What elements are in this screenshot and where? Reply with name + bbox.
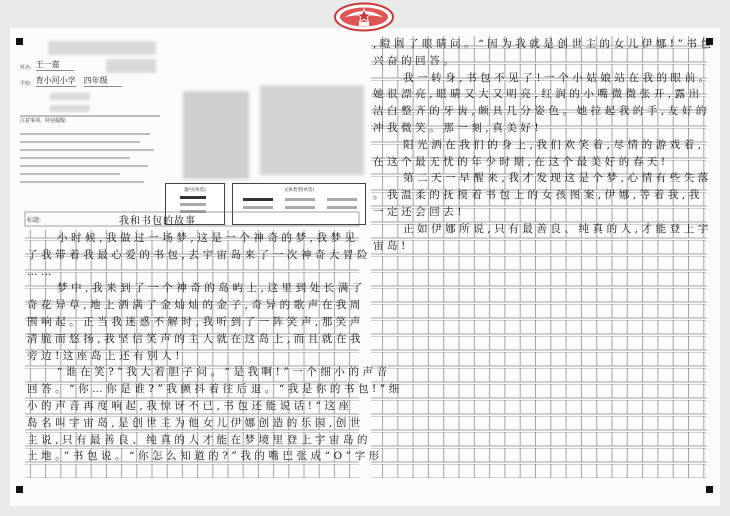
essay-line: 在这个最无忧的年少时期,在这个最美好的春天! [373,155,669,168]
essay-line: 主说,只有最善良、纯真的人才能在梦境里登上宇宙岛的 [27,433,372,446]
essay-line: 小的声音再度响起,我惊讶不已,书包还能说话!“这座 [27,400,353,412]
essay-line: 梦中,我来到了一个神奇的岛屿上,这里到处长满了 [57,282,366,295]
essay-line: 清脆而悠扬,我坚信笑声的主人就在这岛上,而且就在我 [27,332,364,345]
essay-line: 小时候,我做过一场梦,这是一个神奇的梦,我梦见 [57,232,359,244]
essay-line: 她很漂亮,眼睛又大又明亮,红润的小嘴微微张开,露出 [373,88,703,101]
essay-line: 回答。“你…你是谁?”我颤抖着往后退。“我是你的书包!”细 [27,383,403,396]
school-value: 育小河小学 [35,76,76,85]
name-value: 王一嘉 [36,59,74,71]
genre-select-title: 文体类型(单选) [283,188,315,193]
name-label: 姓名: [20,65,32,71]
school-label: 学校: [20,81,32,87]
essay-line: 。我温柔的抚摸着书包上的女孩图案,伊娜,等着我,我 [373,189,703,202]
essay-line: 奇花异草,地上洒满了金灿灿的金子,奇异的歌声在我周 [27,299,364,312]
essay-title: 我和书包的故事 [119,216,196,227]
essay-title-row [27,212,357,228]
essay-line: 土地。”书包说。“你怎么知道的?”我的嘴巴张成“O”字形 [27,450,383,463]
essay-line: 一定还会回去! [373,206,466,218]
essay-line: ,瞪圆了眼睛问。“因为我就是创世主的女儿伊娜!”书包 [373,38,715,50]
essay-line: 洁白整齐的牙齿,颇具几分姿色。她拉起我的手,友好的 [373,105,710,118]
essay-line: 冲我微笑。那一刻,真美好! [373,122,543,134]
essay-line: 岛名叫宇宙岛,是创世主为他女儿伊娜创造的乐园,创世 [27,416,364,429]
essay-line: 阳光洒在我们的身上,我们欢笑着,尽情的游戏着, [403,138,705,151]
essay-line: “谁在笑?”我大着胆子问。“是我啊!”一个细小的声音 [57,366,391,379]
essay-line: 正如伊娜所说,只有最善良、纯真的人,才能登上宇 [403,222,712,235]
essay-line: 旁边!这座岛上还有别人! [27,349,184,362]
essay-line: 宙岛! [373,239,409,252]
essay-line: 围响起。正当我迷惑不解时,我听到了一阵笑声,那笑声 [27,316,364,328]
title-label: 标题: [27,217,42,224]
grade-value: 四年级 [84,75,122,87]
essay-line: 了我带着我最心爱的书包,去宇宙岛来了一次神奇大冒险 [27,248,372,261]
essay-line: 我一转身,书包不见了!一个小姑娘站在我的眼前。 [403,71,713,84]
notes-title: 注意事项、特别提醒: [20,118,67,124]
essay-line: 兴奋的回答。 [373,54,458,67]
essay-line: 第二天一早醒来,我才发现这是个梦,心情有些失落 [403,172,712,185]
group-select-title: 题号(单选) [184,188,206,193]
essay-line: …… [27,265,56,278]
